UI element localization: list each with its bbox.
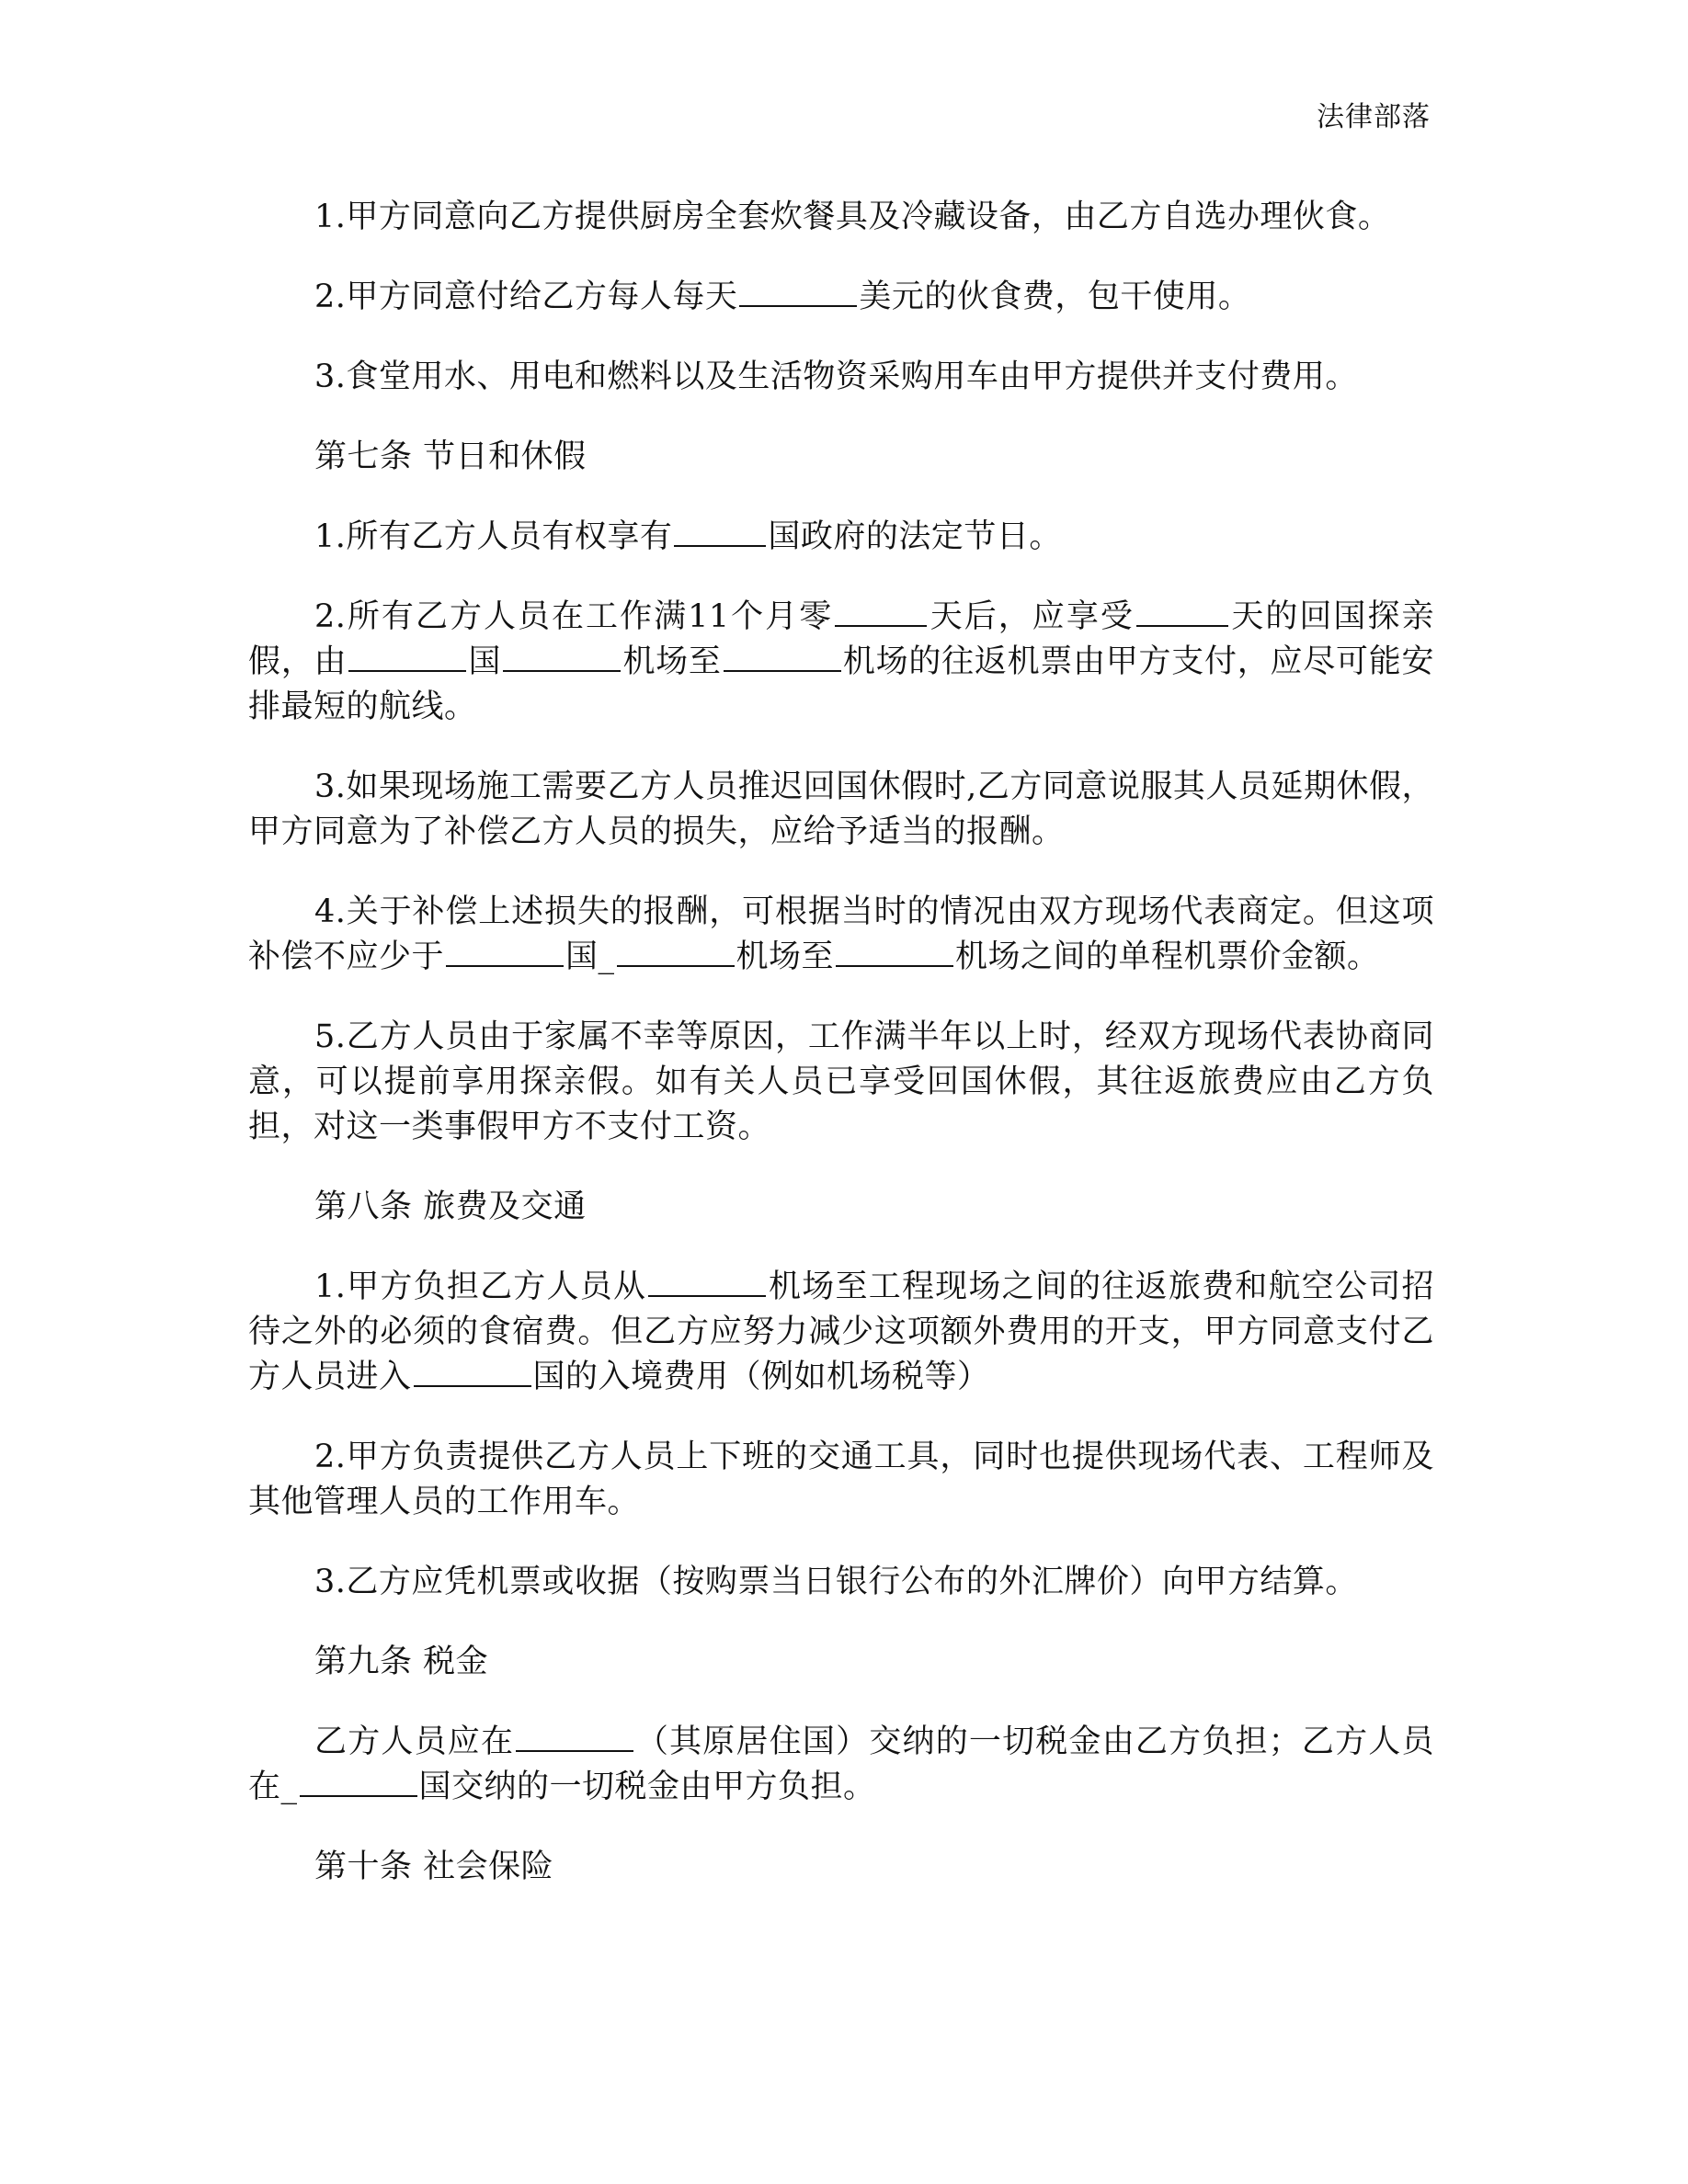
blank-field [648, 1268, 766, 1297]
article-8-clause-1-text-b: 机场至工程现场之间的往返旅费和航空公司招待之外的必须的食宿费。但乙方应努力减少这项额外费用的开支，甲方同意支付乙方人员进入 [248, 1268, 1434, 1395]
article-9-clause-text-c: 国交纳的一切税金由甲方负担。 [418, 1769, 876, 1805]
blank-field [724, 643, 841, 672]
article-7-clause-4 [248, 890, 1434, 980]
article-7-clause-3 [248, 765, 1434, 855]
article-7-clause-2-text-a: 2.所有乙方人员在工作满11个月零 [314, 598, 834, 635]
blank-field [617, 938, 735, 967]
article-8-clause-3-text: 3.乙方应凭机票或收据（按购票当日银行公布的外汇牌价）向甲方结算。 [314, 1564, 1358, 1600]
article-9-clause-text-a: 乙方人员应在 [314, 1723, 515, 1760]
article-9-title: 第九条 税金 [314, 1644, 489, 1680]
document-body [248, 195, 1434, 1925]
article-8-clause-2 [248, 1435, 1434, 1525]
meals-clause-2 [248, 275, 1434, 320]
article-8-clause-3 [248, 1560, 1434, 1605]
article-7-clause-1-text-a: 1.所有乙方人员有权享有 [314, 518, 673, 555]
article-7-clause-2-text-d: 国 [468, 643, 502, 680]
article-7-clause-2-text-b: 天后，应享受 [929, 598, 1135, 635]
article-7-clause-2-text-c: 天的回国探亲假，由 [248, 598, 1434, 680]
article-9-clause-text-b: （其原居住国）交纳的一切税金由乙方负担；乙方人员在_ [248, 1723, 1434, 1805]
blank-field [516, 1723, 633, 1752]
article-7-clause-4-text-c: 机场至 [736, 938, 835, 975]
article-7-clause-5 [248, 1015, 1434, 1150]
article-7-clause-4-text-a: 4.关于补偿上述损失的报酬，可根据当时的情况由双方现场代表商定。但这项补偿不应少于 [248, 893, 1434, 975]
blank-field [835, 597, 927, 627]
blank-field [1136, 597, 1228, 627]
article-7-title: 第七条 节日和休假 [314, 438, 587, 475]
article-7-clause-4-text-d: 机场之间的单程机票价金额。 [955, 938, 1380, 975]
article-7-clause-4-text-b: 国_ [565, 938, 615, 975]
meals-clause-2-text-b: 美元的伙食费，包干使用。 [859, 279, 1251, 315]
meals-clause-3 [248, 355, 1434, 400]
meals-clause-1 [248, 195, 1434, 240]
article-7-clause-1-text-b: 国政府的法定节日。 [768, 518, 1062, 555]
blank-field [739, 278, 857, 307]
article-7-clause-2-text-f: 机场的往返机票由甲方支付，应尽可能安排最短的航线。 [248, 643, 1434, 725]
article-7-clause-5-text: 5.乙方人员由于家属不幸等原因，工作满半年以上时，经双方现场代表协商同意，可以提前享用探亲假。如有关人员已享受回国休假，其往返旅费应由乙方负担，对这一类事假甲方不支付工资。 [248, 1018, 1434, 1145]
blank-field [836, 938, 953, 967]
blank-field [674, 518, 766, 547]
article-10-title: 第十条 社会保险 [314, 1848, 554, 1885]
article-7-clause-2 [248, 595, 1434, 730]
article-7-clause-1 [248, 515, 1434, 560]
meals-clause-1-text: 1.甲方同意向乙方提供厨房全套炊餐具及冷藏设备，由乙方自选办理伙食。 [314, 199, 1391, 235]
blank-field [503, 643, 621, 672]
article-8-clause-1 [248, 1265, 1434, 1400]
meals-clause-2-text-a: 2.甲方同意付给乙方每人每天 [314, 279, 738, 315]
article-8-title: 第八条 旅费及交通 [314, 1189, 587, 1225]
article-8-clause-2-text: 2.甲方负责提供乙方人员上下班的交通工具，同时也提供现场代表、工程师及其他管理人员的工作用车。 [248, 1439, 1434, 1520]
meals-clause-3-text: 3.食堂用水、用电和燃料以及生活物资采购用车由甲方提供并支付费用。 [314, 358, 1358, 395]
blank-field [348, 643, 466, 672]
header-site-name: 法律部落 [1317, 101, 1431, 133]
blank-field [300, 1768, 417, 1797]
article-7-clause-3-text: 3.如果现场施工需要乙方人员推迟回国休假时,乙方同意说服其人员延期休假，甲方同意为了补偿乙方人员的损失，应给予适当的报酬。 [248, 768, 1434, 850]
article-7-clause-2-text-e: 机场至 [622, 643, 722, 680]
blank-field [446, 938, 564, 967]
blank-field [414, 1358, 531, 1387]
article-9-clause [248, 1720, 1434, 1810]
article-8-clause-1-text-a: 1.甲方负担乙方人员从 [314, 1268, 647, 1305]
article-8-clause-1-text-c: 国的入境费用（例如机场税等） [532, 1359, 990, 1395]
